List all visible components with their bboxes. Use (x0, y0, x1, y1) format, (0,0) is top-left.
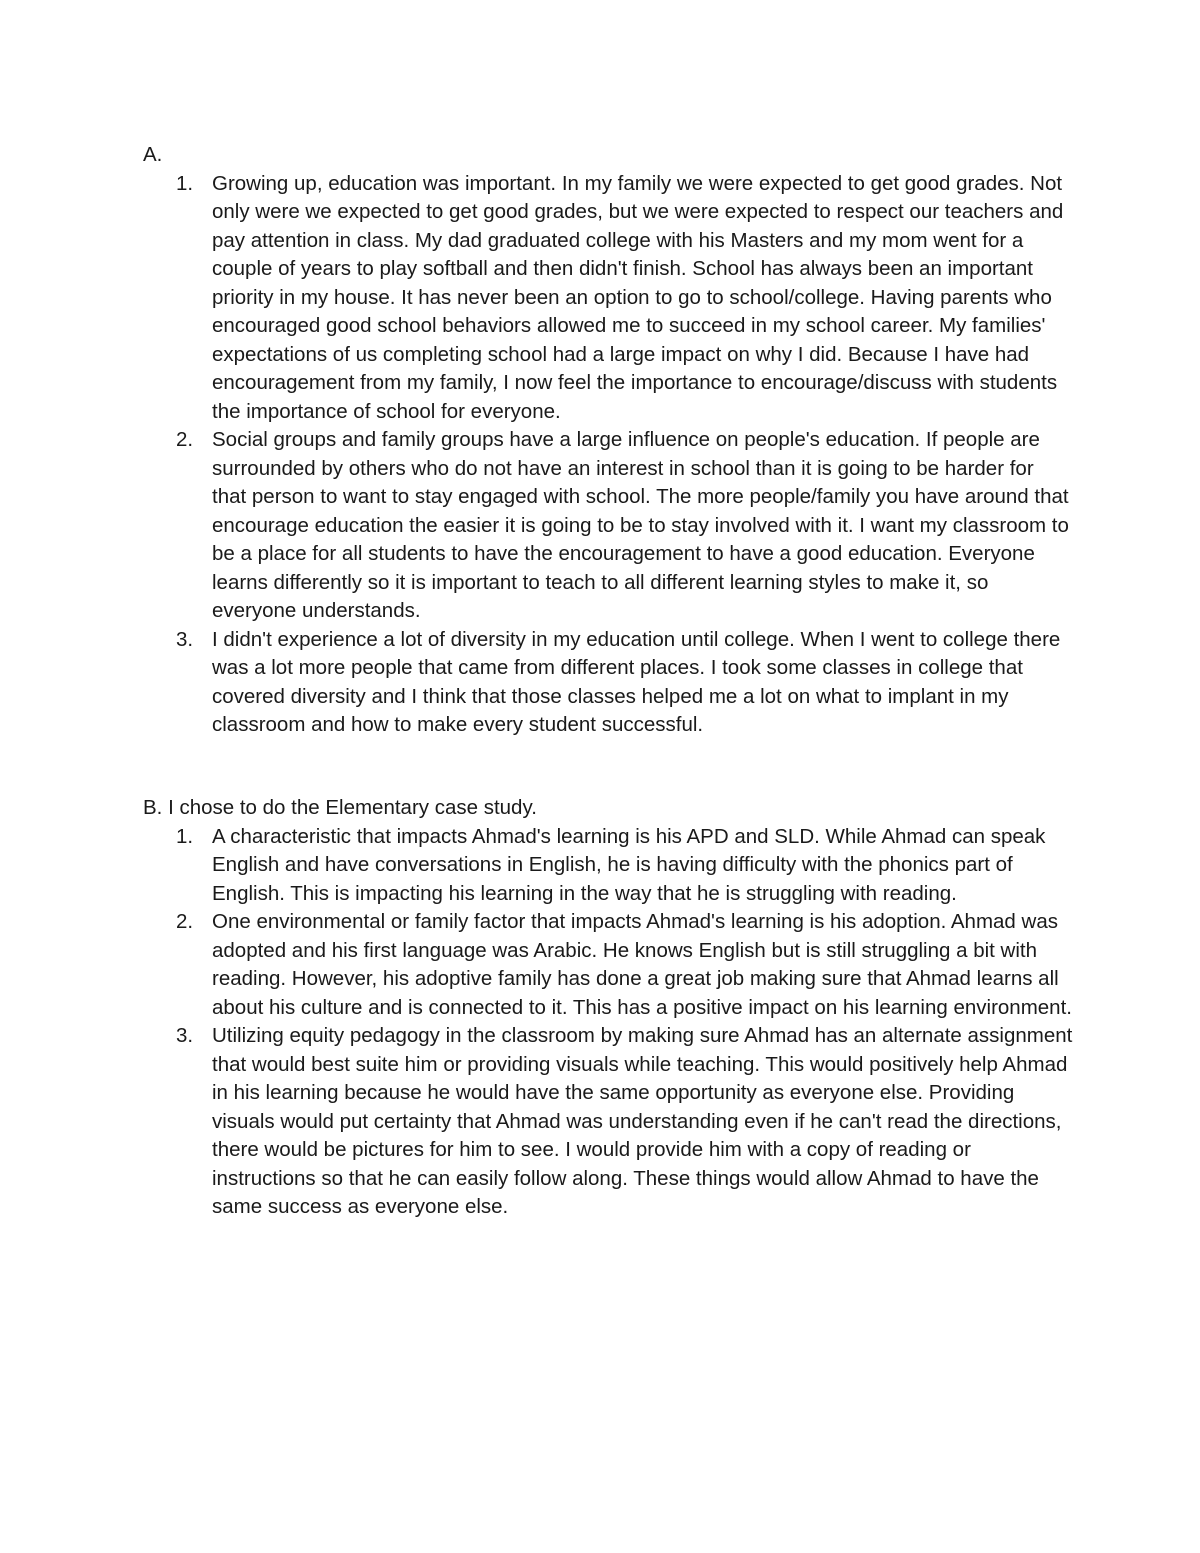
list-number: 2. (176, 910, 194, 933)
list-item-text: One environmental or family factor that impacts Ahmad's learning is his adoption. Ahmad was adopted and his first language was Arabic. He knows English but is still struggling a bit with reading. However, his adoptive family has done a great job making sure that Ahmad learns all about his culture and is connected to it. This has a positive impact on his learning environment. (212, 910, 1072, 1019)
list-number: 1. (176, 171, 194, 195)
section-a-item-1 (143, 170, 1073, 427)
section-a-heading: A. (143, 143, 163, 166)
section-a-item-3 (143, 626, 1073, 740)
list-number: 3. (176, 627, 194, 651)
list-number: 1. (176, 824, 194, 848)
list-number: 2. (176, 428, 194, 451)
list-item-text: Social groups and family groups have a large influence on people's education. If people are surrounded by others who do not have an interest in school than it is going to be harder for that person to want to stay engaged with school. The more people/family you have around that encourage education the easier it is going to be to stay involved with it. I want my classroom to be a place for all students to have the encouragement to have a good education. Everyone learns differently so it is important to teach to all different learning styles to make it, so everyone understands. (212, 428, 1069, 622)
section-b-list (143, 823, 1073, 1222)
list-item-text: I didn't experience a lot of diversity in my education until college. When I went to college there was a lot more people that came from different places. I took some classes in college that covered diversity and I think that those classes helped me a lot on what to implant in my classroom and how to make every student successful. (212, 627, 1061, 736)
section-b-item-2 (143, 908, 1073, 1022)
section-b-item-3 (143, 1022, 1073, 1222)
list-item-text: Growing up, education was important. In my family we were expected to get good grades. Not only were we expected to get good grades, but we were expected to respect our teachers and pay attention in class. My dad graduated college with his Masters and my mom went for a couple of years to play softball and then didn't finish. School has always been an important priority in my house. It has never been an option to go to school/college. Having parents who encouraged good school behaviors allowed me to succeed in my school career. My families' expectations of us completing school had a large impact on why I did. Because I have had encouragement from my family, I now feel the importance to encourage/discuss with students the importance of school for everyone. (212, 171, 1064, 423)
section-a (143, 141, 1073, 740)
list-item-text: A characteristic that impacts Ahmad's learning is his APD and SLD. While Ahmad can speak English and have conversations in English, he is having difficulty with the phonics part of English. This is impacting his learning in the way that he is struggling with reading. (212, 824, 1046, 905)
section-b-heading: B. I chose to do the Elementary case study. (143, 796, 537, 819)
section-b-item-1 (143, 823, 1073, 909)
list-item-text: Utilizing equity pedagogy in the classroom by making sure Ahmad has an alternate assignment that would best suite him or providing visuals while teaching. This would positively help Ahmad in his learning because he would have the same opportunity as everyone else. Providing visuals would put certainty that Ahmad was understanding even if he can't read the directions, there would be pictures for him to see. I would provide him with a copy of reading or instructions so that he can easily follow along. These things would allow Ahmad to have the same success as everyone else. (212, 1024, 1073, 1218)
section-a-item-2 (143, 426, 1073, 626)
list-number: 3. (176, 1024, 194, 1047)
section-a-list (143, 170, 1073, 740)
section-b (143, 794, 1073, 1222)
